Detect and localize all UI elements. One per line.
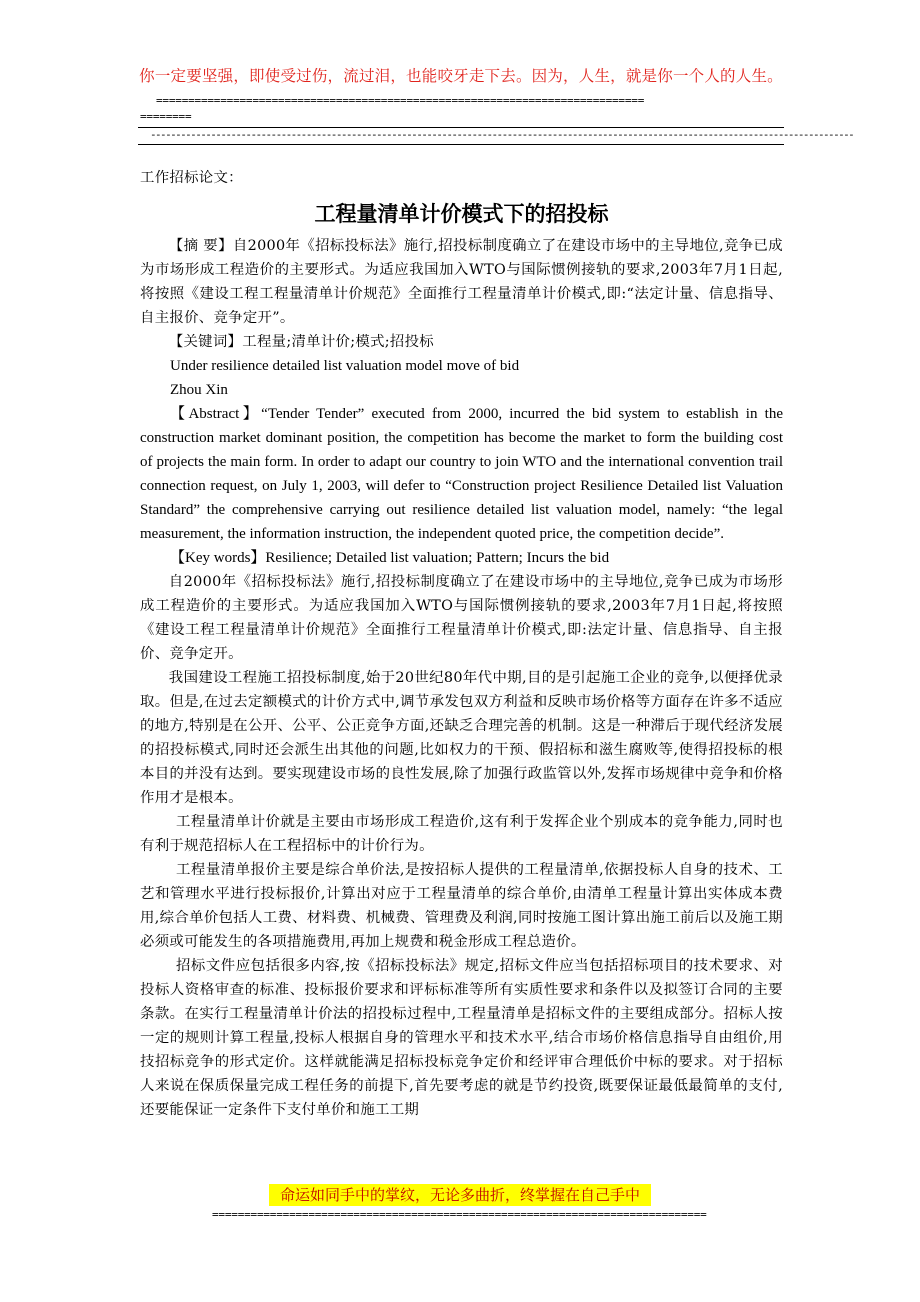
footer-motto: 命运如同手中的掌纹，无论多曲折，终掌握在自己手中 — [269, 1184, 651, 1206]
title-en: Under resilience detailed list valuation model move of bid — [170, 358, 520, 374]
body-paragraph: 自2000年《招标投标法》施行,招投标制度确立了在建设市场中的主导地位,竞争已成为市场形成工程造价的主要形式。为适应我国加入WTO与国际惯例接轨的要求,2003年7月1日起,将按照《建设工程工程量清单计价规范》全面推行工程量清单计价模式,即:法定计量、信息指导、自主报价、竞争定开。 — [140, 574, 783, 662]
document-body — [140, 166, 783, 1122]
header-equals-line-wrap: ======== — [140, 110, 192, 123]
author-en: Zhou Xin — [170, 382, 228, 398]
header-dash-line: -------------------------------------------------------------------------------------------------------------------------------------------- — [150, 128, 854, 141]
abstract-cn: 【摘 要】自2000年《招标投标法》施行,招投标制度确立了在建设市场中的主导地位,竞争已成为市场形成工程造价的主要形式。为适应我国加入WTO与国际惯例接轨的要求,2003年7月1日起,将按照《建设工程工程量清单计价规范》全面推行工程量清单计价模式,即:“法定计量、信息指导、自主报价、竞争定开”。 — [140, 238, 783, 326]
body-paragraph: 工程量清单报价主要是综合单价法,是按招标人提供的工程量清单,依据投标人自身的技术、工艺和管理水平进行投标报价,计算出对应于工程量清单的综合单价,由清单工程量计算出实体成本费用,综合单价包括人工费、材料费、机械费、管理费及利润,同时按施工图计算出施工前后以及施工期必须或可能发生的各项措施费用,再加上规费和税金形成工程总造价。 — [140, 862, 783, 950]
header-rule-bottom — [138, 144, 784, 145]
abstract-en: 【Abstract】“Tender Tender” executed from 2000, incurred the bid system to establish in the construction market dominant position, the competition has become the market to form the building cost of projects the main form. In order to adapt our country to join WTO and the international convention trail connection request, on July 1, 2003, will defer to “Construction project Resilience Detailed list Valuation Standard” the comprehensive carrying out resilience detailed list valuation model, namely: “the legal measurement, the information instruction, the independent quoted price, the competition decide”. — [140, 406, 783, 542]
keywords-cn: 【关键词】工程量;清单计价;模式;招投标 — [168, 334, 434, 350]
body-paragraph: 招标文件应包括很多内容,按《招标投标法》规定,招标文件应当包括招标项目的技术要求、对投标人资格审查的标准、投标报价要求和评标标准等所有实质性要求和条件以及拟签订合同的主要条款。在实行工程量清单计价法的招投标过程中,工程量清单是招标文件的主要组成部分。招标人按一定的规则计算工程量,投标人根据自身的管理水平和技术水平,结合市场价格信息指导自由组价,用技招标竞争的形式定价。这样就能满足招标投标竞争定价和经评审合理低价中标的要求。对于招标人来说在保质保量完成工程任务的前提下,首先要考虑的就是节约投资,既要保证最低最简单的支付,还要能保证一定条件下支付单价和施工工期 — [140, 958, 783, 1118]
body-paragraph: 工程量清单计价就是主要由市场形成工程造价,这有利于发挥企业个别成本的竞争能力,同时也有利于规范招标人在工程招标中的计价行为。 — [140, 814, 783, 854]
document-title: 工程量清单计价模式下的招投标 — [314, 202, 609, 226]
keywords-en: 【Key words】Resilience; Detailed list valuation; Pattern; Incurs the bid — [170, 550, 610, 566]
body-paragraph: 我国建设工程施工招投标制度,始于20世纪80年代中期,目的是引起施工企业的竞争,以便择优录取。但是,在过去定额模式的计价方式中,调节承发包双方利益和反映市场价格等方面存在许多不适应的地方,特别是在公开、公平、公正竞争方面,还缺乏合理完善的机制。这是一种滞后于现代经济发展的招投标模式,同时还会派生出其他的问题,比如权力的干预、假招标和滋生腐败等,使得招投标的根本目的并没有达到。要实现建设市场的良性发展,除了加强行政监管以外,发挥市场规律中竞争和价格作用才是根本。 — [140, 670, 783, 806]
header-quote: 你一定要坚强，即使受过伤，流过泪，也能咬牙走下去。因为，人生，就是你一个人的人生。 — [139, 67, 783, 85]
header-equals-line: ============================================================================ — [156, 94, 645, 107]
footer-equals-line: ============================================================================= — [212, 1208, 707, 1221]
document-label: 工作招标论文： — [140, 170, 243, 186]
